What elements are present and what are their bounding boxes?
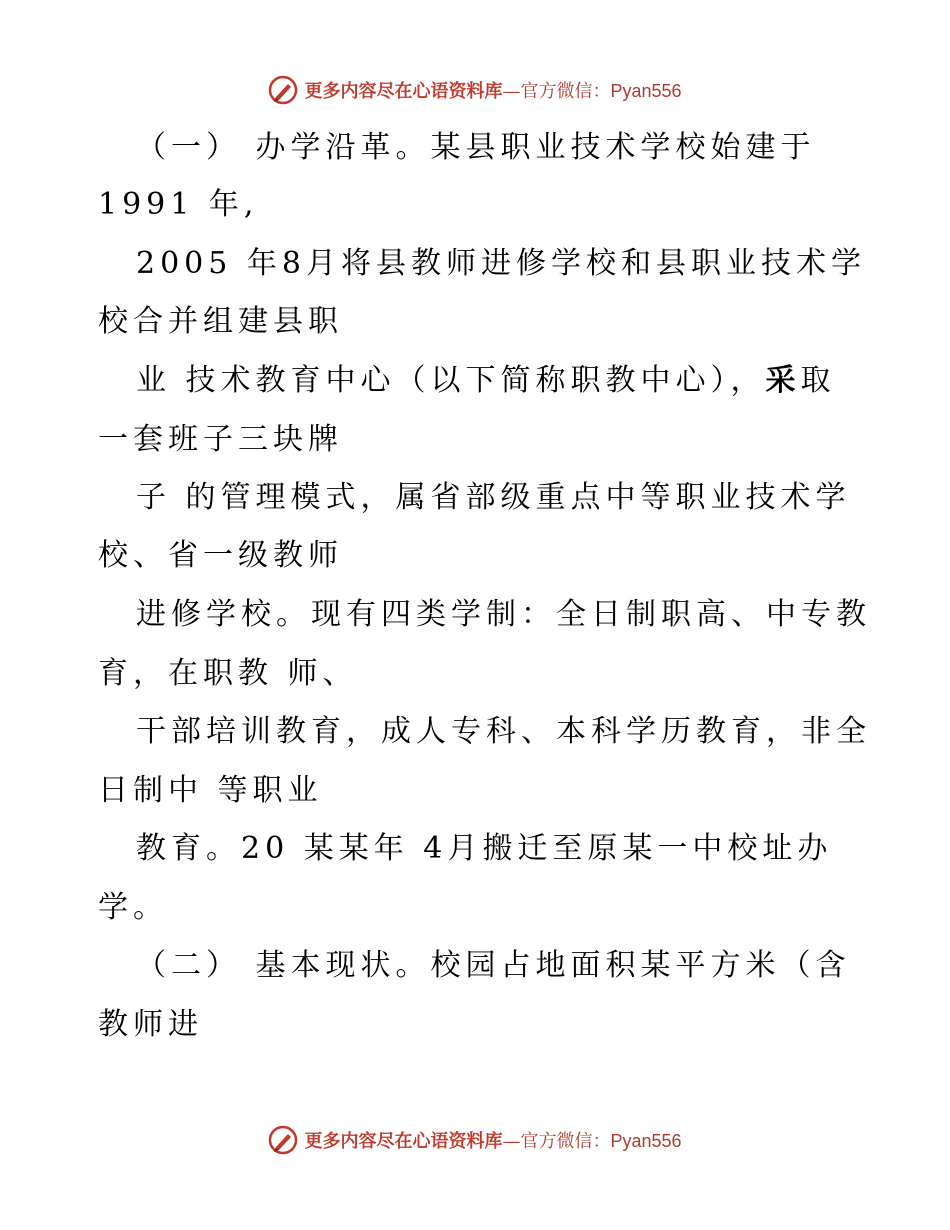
text-line: 干部培训教育，成人专科、本科学历教育，非全 [136,714,871,749]
text-line: 校、省一级教师 [98,538,343,573]
text-line: 1991 年, [98,187,259,222]
footer-banner-separator: — [502,1131,521,1152]
text-segment: 业 技术教育中心（以下简称职教中心）， [136,363,766,398]
header-banner-contact: 官方微信：Pyan556 [520,81,682,101]
text-line: 进修学校。现有四类学制：全日制职高、中专教 [136,597,871,632]
pen-logo-icon [268,1125,298,1155]
text-line: 日制中 等职业 [98,773,323,808]
text-line: 一套班子三块牌 [98,422,343,457]
text-line: 学。 [98,890,168,925]
text-line: 育，在职教 师、 [98,656,358,691]
text-line-with-bold [136,363,836,399]
text-segment: 取 [800,363,836,398]
text-line: （二） 基本现状。校园占地面积某平方米（含 [136,948,851,983]
footer-banner [0,1118,950,1162]
text-line: （一） 办学沿革。某县职业技术学校始建于 [136,130,816,165]
text-line: 2005 年8月将县教师进修学校和县职业技术学 [136,246,866,281]
footer-banner-text [304,1127,681,1153]
footer-banner-title: 更多内容尽在心语资料库 [304,1131,503,1152]
text-line: 校合并组建县职 [98,304,343,339]
header-banner-separator: — [502,81,521,102]
bold-character: 采 [765,363,801,398]
text-line: 教师进 [98,1007,203,1042]
footer-banner-contact: 官方微信：Pyan556 [520,1131,682,1151]
text-line: 子 的管理模式，属省部级重点中等职业技术学 [136,480,851,515]
header-banner-title: 更多内容尽在心语资料库 [304,81,503,102]
text-line: 教育。20 某某年 4月搬迁至原某一中校址办 [136,831,833,866]
